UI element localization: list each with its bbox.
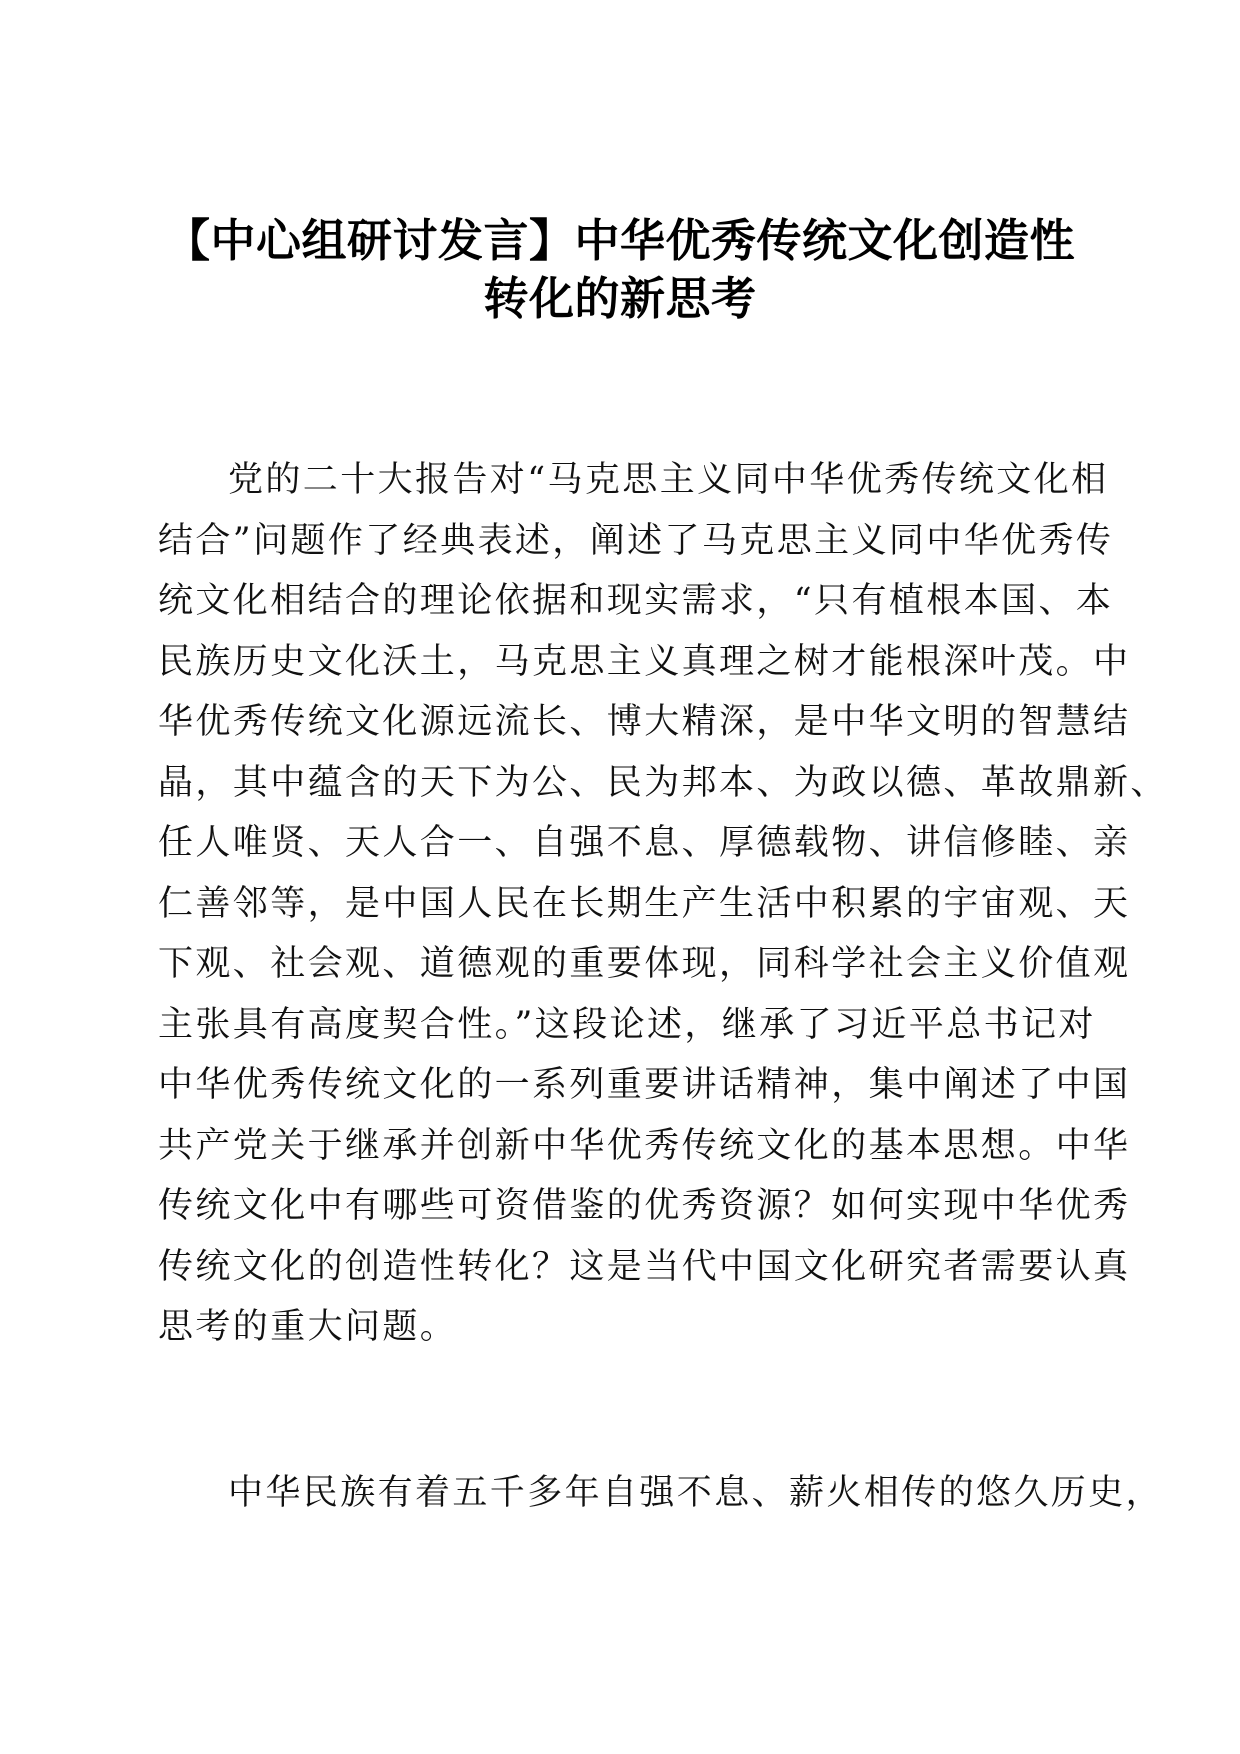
document-title	[150, 212, 1090, 328]
text-line: 主张具有高度契合性。”这段论述，继承了习近平总书记对	[158, 1004, 1096, 1045]
text-line: 华优秀传统文化源远流长、博大精深，是中华文明的智慧结	[158, 702, 1131, 742]
text-line: 中华优秀传统文化的一系列重要讲话精神，集中阐述了中国	[158, 1065, 1131, 1105]
text-line: 传统文化中有哪些可资借鉴的优秀资源？如何实现中华优秀	[158, 1186, 1131, 1226]
text-line: 共产党关于继承并创新中华优秀传统文化的基本思想。中华	[158, 1125, 1131, 1166]
title-line-2: 转化的新思考	[483, 272, 757, 325]
text-line: 思考的重大问题。	[158, 1307, 458, 1347]
text-line: 任人唯贤、天人合一、自强不息、厚德载物、讲信修睦、亲	[158, 823, 1131, 863]
text-line: 统文化相结合的理论依据和现实需求，“只有植根本国、本	[158, 581, 1114, 621]
paragraph-1	[158, 450, 1168, 1358]
text-line: 仁善邻等，是中国人民在长期生产生活中积累的宇宙观、天	[158, 883, 1131, 924]
text-line: 中华民族有着五千多年自强不息、薪火相传的悠久历史，	[228, 1473, 1164, 1513]
text-line: 党的二十大报告对“马克思主义同中华优秀传统文化相	[228, 460, 1109, 500]
text-line: 民族历史文化沃土，马克思主义真理之树才能根深叶茂。中	[158, 641, 1131, 682]
text-line: 晶，其中蕴含的天下为公、民为邦本、为政以德、革故鼎新、	[158, 762, 1168, 803]
text-line: 下观、社会观、道德观的重要体现，同科学社会主义价值观	[158, 944, 1131, 984]
title-line-1: 【中心组研讨发言】中华优秀传统文化创造性	[164, 214, 1075, 267]
paragraph-2	[158, 1463, 1164, 1524]
text-line: 结合”问题作了经典表述，阐述了马克思主义同中华优秀传	[158, 520, 1114, 561]
text-line: 传统文化的创造性转化？这是当代中国文化研究者需要认真	[158, 1246, 1131, 1287]
